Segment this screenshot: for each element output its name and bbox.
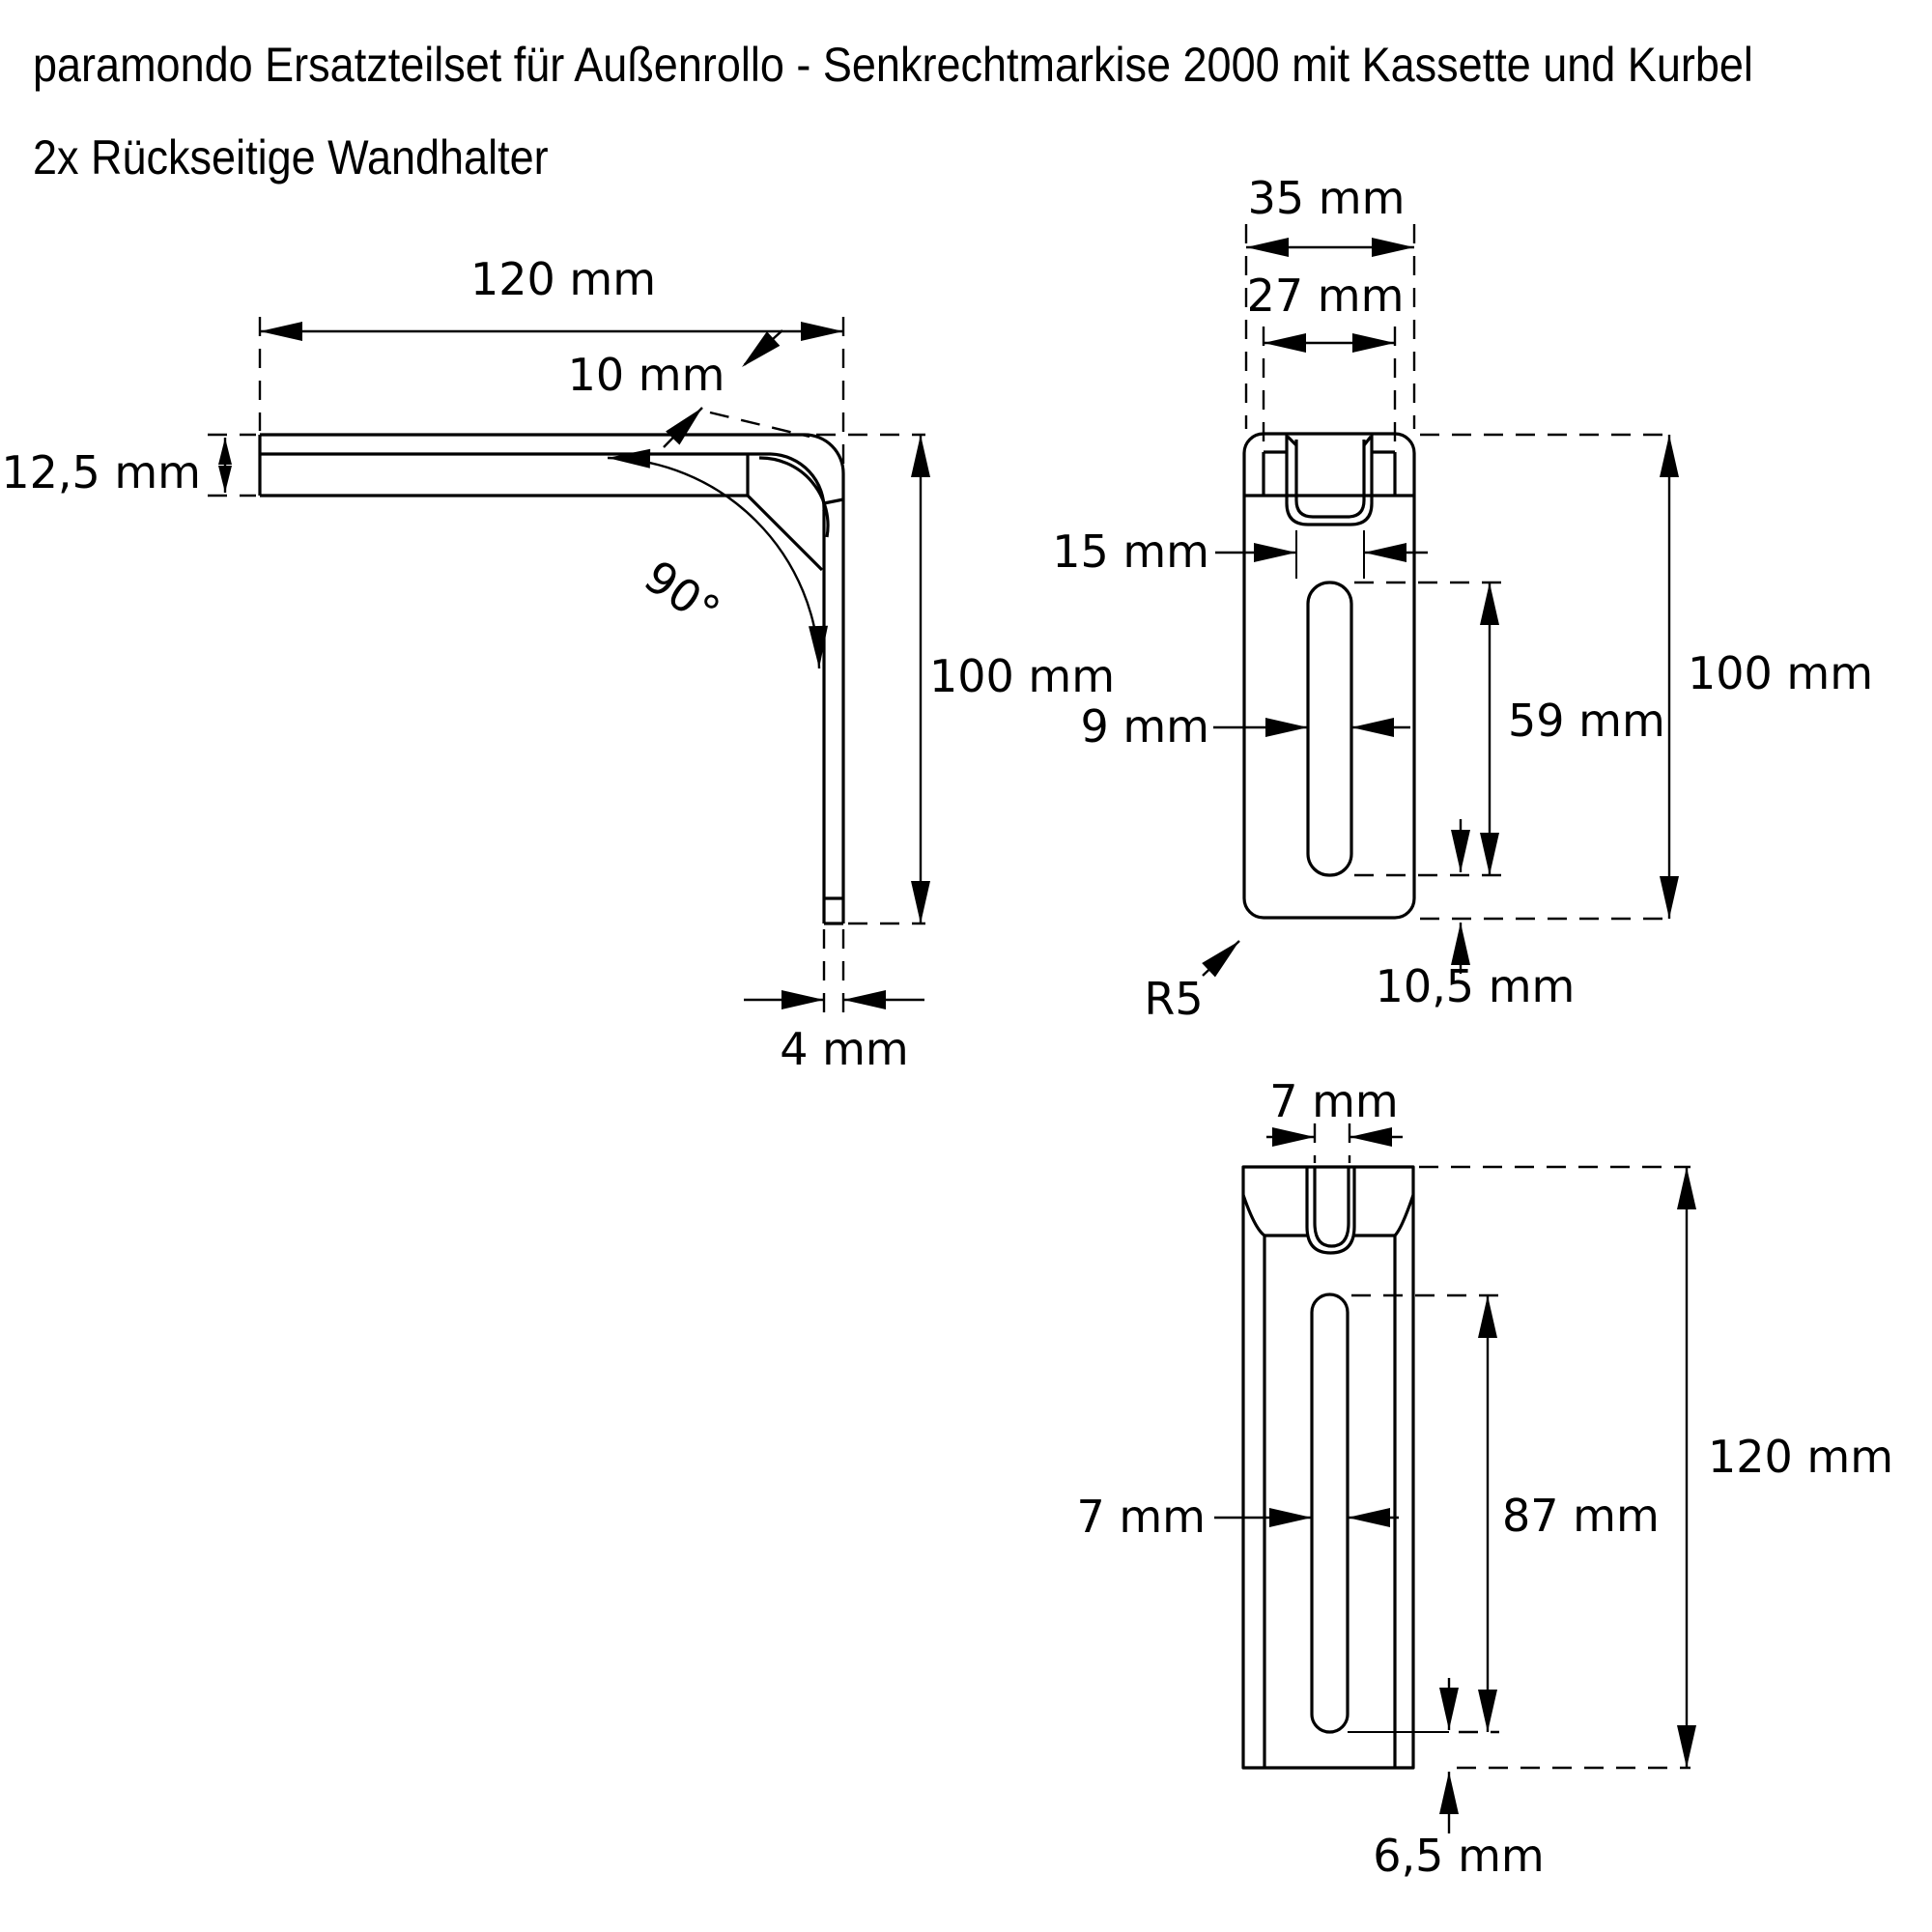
- object-slot: [1308, 582, 1351, 875]
- object-slot: [1312, 1294, 1348, 1732]
- object-channel: [1315, 1167, 1349, 1246]
- object-line: [759, 458, 828, 537]
- angle-arc: [608, 458, 819, 668]
- object-body: [1243, 1167, 1413, 1768]
- profile-view-outline: [1243, 1167, 1413, 1768]
- side-view-dimensions: [1, 253, 1115, 1075]
- side-length-label: 120 mm: [469, 253, 657, 305]
- front-view-outline: [1244, 434, 1414, 918]
- side-leg-thickness-label: 4 mm: [780, 1023, 909, 1075]
- front-bottom-gap-label: 10,5 mm: [1375, 960, 1576, 1012]
- object-line: [771, 454, 824, 511]
- page-subtitle: 2x Rückseitige Wandhalter: [33, 130, 549, 185]
- profile-bottom-gap-label: 6,5 mm: [1373, 1830, 1545, 1882]
- side-view: [1, 253, 1115, 1075]
- profile-view: [1076, 1075, 1893, 1882]
- side-angle-label: 90°: [635, 550, 730, 639]
- front-view-dimensions: [1052, 172, 1873, 1025]
- front-height-label: 100 mm: [1688, 647, 1874, 699]
- object-line: [1243, 1195, 1264, 1236]
- leader-arrow-radius: [1203, 941, 1239, 976]
- leader-line: [710, 412, 810, 437]
- side-thickness-label: 12,5 mm: [1, 446, 201, 498]
- profile-view-dimensions: [1076, 1075, 1893, 1882]
- profile-height-label: 120 mm: [1708, 1431, 1894, 1483]
- front-slot-length-label: 59 mm: [1508, 695, 1665, 747]
- side-view-outline: [260, 435, 843, 923]
- front-pocket-label: 15 mm: [1052, 526, 1209, 578]
- front-slot-width-label: 9 mm: [1080, 700, 1209, 753]
- object-pocket: [1296, 440, 1364, 517]
- profile-top-slot-label: 7 mm: [1269, 1075, 1399, 1127]
- leader-arrow-radius: [664, 408, 702, 447]
- object-line: [748, 496, 822, 570]
- front-width-label: 35 mm: [1247, 172, 1406, 224]
- object-line: [1395, 1195, 1413, 1236]
- front-radius-label: R5: [1144, 973, 1204, 1025]
- object-line: [824, 499, 843, 503]
- profile-slot-width-label: 7 mm: [1076, 1491, 1206, 1543]
- leader-arrow: [742, 330, 782, 367]
- front-inner-width-label: 27 mm: [1246, 270, 1405, 322]
- object-line: [805, 435, 843, 473]
- side-height-label: 100 mm: [929, 650, 1116, 702]
- front-view: [1052, 172, 1873, 1025]
- object-body: [1244, 434, 1414, 918]
- profile-slot-length-label: 87 mm: [1502, 1490, 1660, 1542]
- page-title: paramondo Ersatzteilset für Außenrollo - Senkrechtmarkise 2000 mit Kassette und Kurbel: [33, 38, 1753, 92]
- side-radius-label: 10 mm: [567, 349, 725, 401]
